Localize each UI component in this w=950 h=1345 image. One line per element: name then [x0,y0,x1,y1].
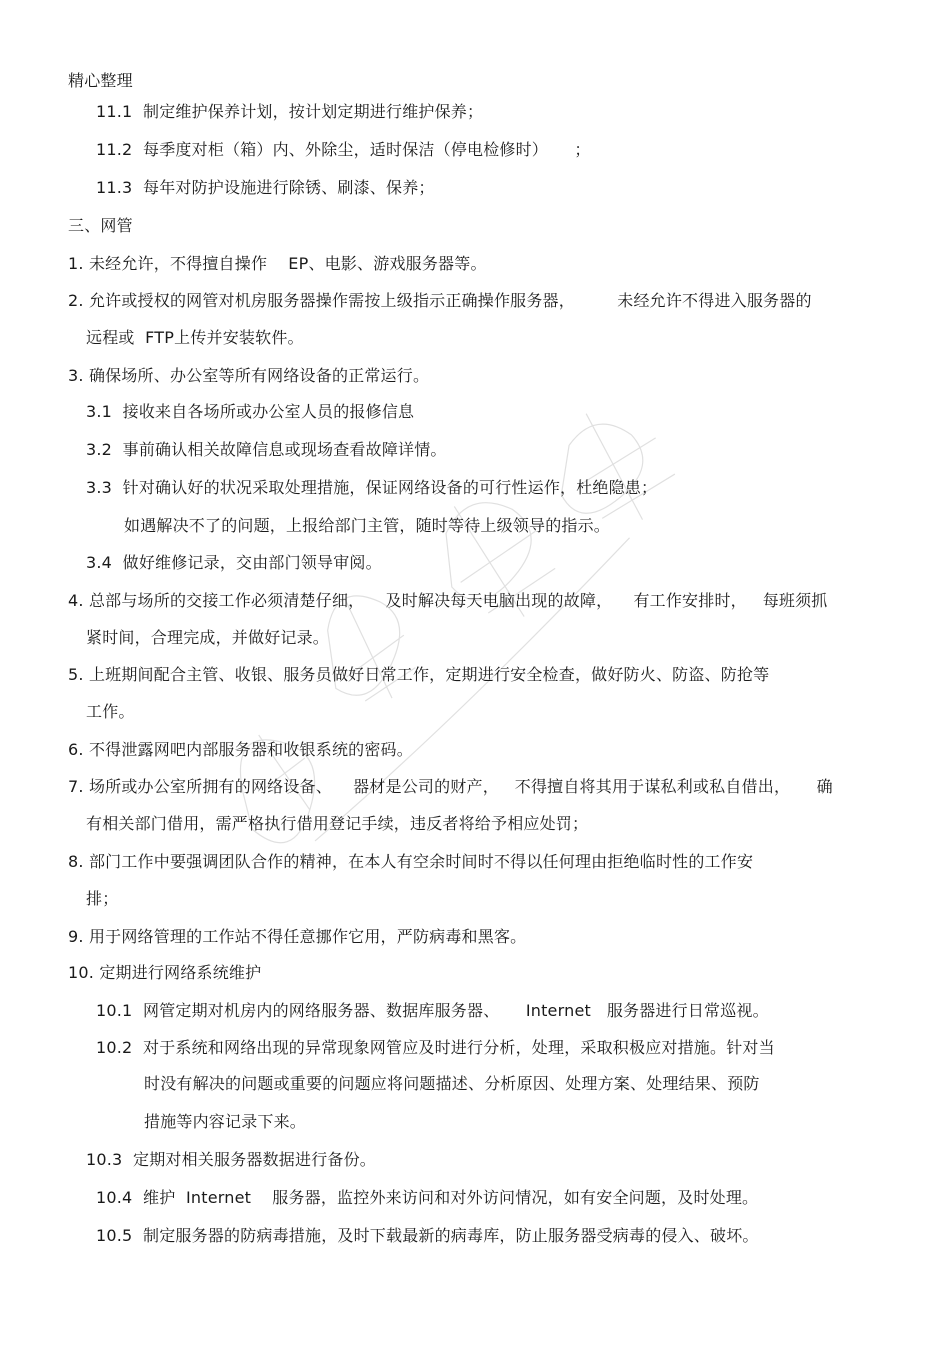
item-3-2: 3.2 事前确认相关故障信息或现场查看故障详情。 [86,440,447,459]
section-heading-network-admin: 三、网管 [68,216,133,235]
item-7-continued: 有相关部门借用，需严格执行借用登记手续，违反者将给予相应处罚； [86,814,589,833]
item-10-2-continued-1: 时没有解决的问题或重要的问题应将问题描述、分析原因、处理方案、处理结果、预防 [144,1074,760,1093]
item-8: 8. 部门工作中要强调团队合作的精神，在本人有空余时间时不得以任何理由拒绝临时性的工作安 [68,852,754,871]
item-4: 4. 总部与场所的交接工作必须清楚仔细， 及时解决每天电脑出现的故障， 有工作安排时， 每班须抓 [68,591,828,610]
item-4-continued: 紧时间，合理完成，并做好记录。 [86,628,330,647]
document-header: 精心整理 [68,71,133,90]
item-11-1: 11.1 制定维护保养计划，按计划定期进行维护保养； [96,102,484,121]
item-3-4: 3.4 做好维修记录，交由部门领导审阅。 [86,553,382,572]
item-10: 10. 定期进行网络系统维护 [68,963,262,982]
item-10-5: 10.5 制定服务器的防病毒措施，及时下载最新的病毒库，防止服务器受病毒的侵入、破坏。 [96,1226,759,1245]
item-8-continued: 排； [86,889,119,908]
item-10-2: 10.2 对于系统和网络出现的异常现象网管应及时进行分析，处理，采取积极应对措施。针对当 [96,1038,775,1057]
item-3-3-continued: 如遇解决不了的问题，上报给部门主管，随时等待上级领导的指示。 [124,516,611,535]
item-2: 2. 允许或授权的网管对机房服务器操作需按上级指示正确操作服务器， 未经允许不得进入服务器的 [68,291,812,310]
item-5: 5. 上班期间配合主管、收银、服务员做好日常工作，定期进行安全检查，做好防火、防盗、防抢等 [68,665,770,684]
item-3: 3. 确保场所、办公室等所有网络设备的正常运行。 [68,366,430,385]
item-1: 1. 未经允许，不得擅自操作 EP、电影、游戏服务器等。 [68,254,487,273]
item-9: 9. 用于网络管理的工作站不得任意挪作它用，严防病毒和黑客。 [68,927,527,946]
item-10-3: 10.3 定期对相关服务器数据进行备份。 [86,1150,376,1169]
item-11-3: 11.3 每年对防护设施进行除锈、刷漆、保养； [96,178,435,197]
item-10-4: 10.4 维护 Internet 服务器，监控外来访问和对外访问情况，如有安全问题，及时处理。 [96,1188,759,1207]
item-3-3: 3.3 针对确认好的状况采取处理措施，保证网络设备的可行性运作，杜绝隐患； [86,478,658,497]
item-11-2: 11.2 每季度对柜（箱）内、外除尘，适时保洁（停电检修时） ； [96,140,591,159]
item-6: 6. 不得泄露网吧内部服务器和收银系统的密码。 [68,740,413,759]
item-10-2-continued-2: 措施等内容记录下来。 [144,1112,307,1131]
item-2-continued: 远程或 FTP上传并安装软件。 [86,328,304,347]
item-7: 7. 场所或办公室所拥有的网络设备、 器材是公司的财产， 不得擅自将其用于谋私利或私自借出， 确 [68,777,833,796]
item-3-1: 3.1 接收来自各场所或办公室人员的报修信息 [86,402,415,421]
item-5-continued: 工作。 [86,702,135,721]
item-10-1: 10.1 网管定期对机房内的网络服务器、数据库服务器、 Internet 服务器进行日常巡视。 [96,1001,769,1020]
